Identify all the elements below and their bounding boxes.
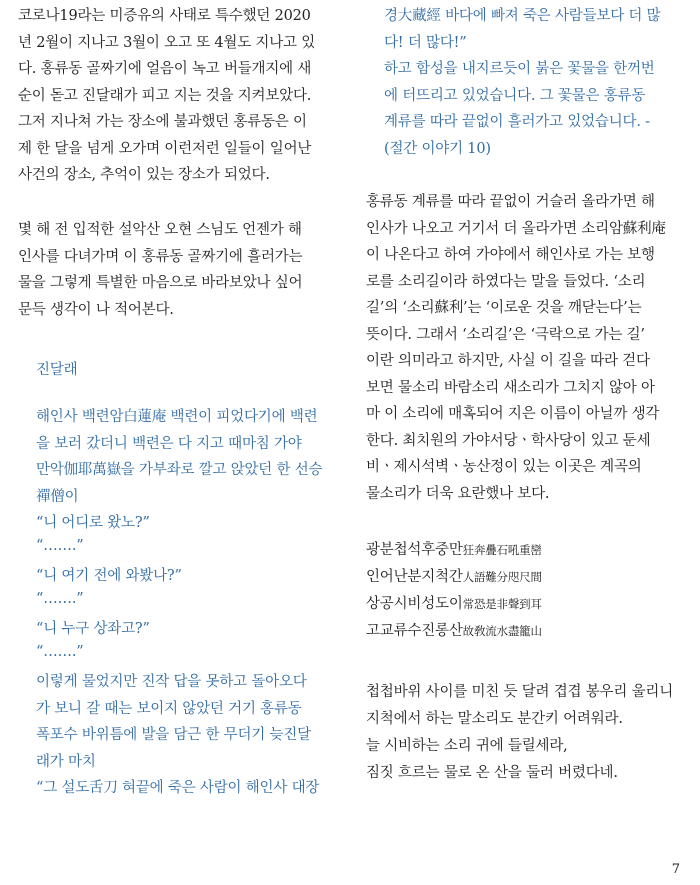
text-line: 사건의 장소, 추억이 있는 장소가 되었다. [18,167,270,183]
text-line: 다. 홍류동 골짜기에 얼음이 녹고 버들개지에 새 [18,61,312,77]
poem-korean: 고교류수진롱산 [366,623,463,639]
text-line: 년 2월이 지나고 3월이 오고 또 4월도 지나고 있 [18,34,316,51]
text-line: 뜻이다. 그래서 ‘소리길’은 ‘극락으로 가는 길’ [366,326,645,343]
text-line: 가 보니 갈 때는 보이지 않았던 거기 홍류동 [36,700,302,717]
poem-korean: 상공시비성도이 [366,596,463,612]
text-line: 을 보러 갔더니 백련은 다 지고 때마침 가야 [36,435,302,452]
text-line: 한다. 최치원의 가야서당ㆍ학사당이 있고 둔세 [366,432,651,449]
poem-hanja: 人語難分咫尺間 [462,570,542,584]
text-line: 만악伽耶萬嶽을 가부좌로 깔고 앉았던 한 선승 [36,462,323,478]
text-line: 첩첩바위 사이를 미친 듯 달려 겹겹 봉우리 울리니 [366,684,674,700]
text-line: “…….” [36,590,84,607]
text-line: 폭포수 바위틈에 발을 담근 한 무더기 늦진달 [36,727,311,743]
text-line: “…….” [36,643,84,660]
text-line: 인사가 나오고 거기서 더 올라가면 소리암蘇利庵 [366,220,666,237]
hanja-poem-line [366,565,542,586]
poem-korean: 인어난분지척간 [366,569,463,585]
text-line: 인사를 다녀가며 이 홍류동 골짜기에 흘러가는 [18,248,303,265]
text-line: 제 한 달을 넘게 오가며 이런저런 일들이 일어난 [18,140,312,157]
text-line: 그저 지나쳐 가는 장소에 불과했던 홍류동은 이 [18,114,307,130]
text-line: 코로나19라는 미증유의 사태로 특수했던 2020 [18,8,311,24]
text-line: 비ㆍ제시석벽ㆍ농산정이 있는 이곳은 계곡의 [366,459,642,475]
text-line: 물을 그렇게 특별한 마음으로 바라보았나 싶어 [18,275,303,291]
text-line: 보면 물소리 바람소리 새소리가 그치지 않아 아 [366,379,655,396]
text-line: 마 이 소리에 매혹되어 지은 이름이 아닐까 생각 [366,406,660,422]
text-line: 지척에서 하는 말소리도 분간키 어려워라. [366,711,623,727]
text-line: 경大藏經 바다에 빠져 죽은 사람들보다 더 많 [384,8,661,24]
page-number: 7 [671,862,680,877]
hanja-poem-line [366,619,542,640]
hanja-poem-line [366,592,542,613]
text-line: 계류를 따라 끝없이 흘러가고 있었습니다. - [384,114,650,130]
text-line: 길’의 ‘소리蘇利’는 ‘이로운 것을 깨닫는다’는 [366,300,642,316]
text-line: “그 설도舌刀 혀끝에 죽은 사람이 해인사 대장 [36,780,320,796]
text-line: 에 터뜨리고 있었습니다. 그 꽃물은 홍류동 [384,87,646,104]
text-line: 禪僧이 [36,488,79,505]
hanja-poem-line [366,538,542,559]
text-line: 순이 돋고 진달래가 피고 지는 것을 지켜보았다. [18,87,312,104]
text-line: 다! 더 많다!” [384,34,467,51]
text-line: “…….” [36,537,84,554]
poem-hanja: 常恐是非聲到耳 [462,597,542,611]
text-line: 몇 해 전 입적한 설악산 오현 스님도 언젠가 해 [18,222,302,238]
poem-korean: 광분첩석후중만 [366,542,463,558]
text-line: 홍류동 계류를 따라 끝없이 거슬러 올라가면 해 [366,194,655,210]
poem-hanja: 狂奔疊石吼重巒 [462,543,542,557]
text-line: 이란 의미라고 하지만, 사실 이 길을 따라 걷다 [366,353,650,369]
text-line: 하고 함성을 내지르듯이 붉은 꽃물을 한꺼번 [384,61,655,77]
text-line: 늘 시비하는 소리 귀에 들릴세라, [366,738,568,754]
text-line: 이렇게 물었지만 진작 답을 못하고 돌아오다 [36,674,307,690]
text-line: 문득 생각이 나 적어본다. [18,301,174,318]
poem-title: 진달래 [36,362,78,378]
text-line: “니 누구 상좌고?” [36,621,150,637]
text-line: 이 나온다고 하여 가야에서 해인사로 가는 보행 [366,247,655,263]
text-line: 짐짓 흐르는 물로 온 산을 둘러 버렸다네. [366,765,618,781]
text-line: 해인사 백련암白蓮庵 백련이 피었다기에 백련 [36,409,318,425]
text-line: (절간 이야기 10) [384,140,491,157]
text-line: 물소리가 더욱 요란했나 보다. [366,485,550,502]
text-line: “니 여기 전에 와봤나?” [36,568,182,584]
text-line: 로를 소리길이라 하였다는 말을 들었다. ‘소리 [366,273,646,290]
poem-hanja: 故敎流水盡籠山 [462,624,542,638]
text-line: 래가 마치 [36,753,96,770]
text-line: “니 어디로 왔노?” [36,515,150,531]
